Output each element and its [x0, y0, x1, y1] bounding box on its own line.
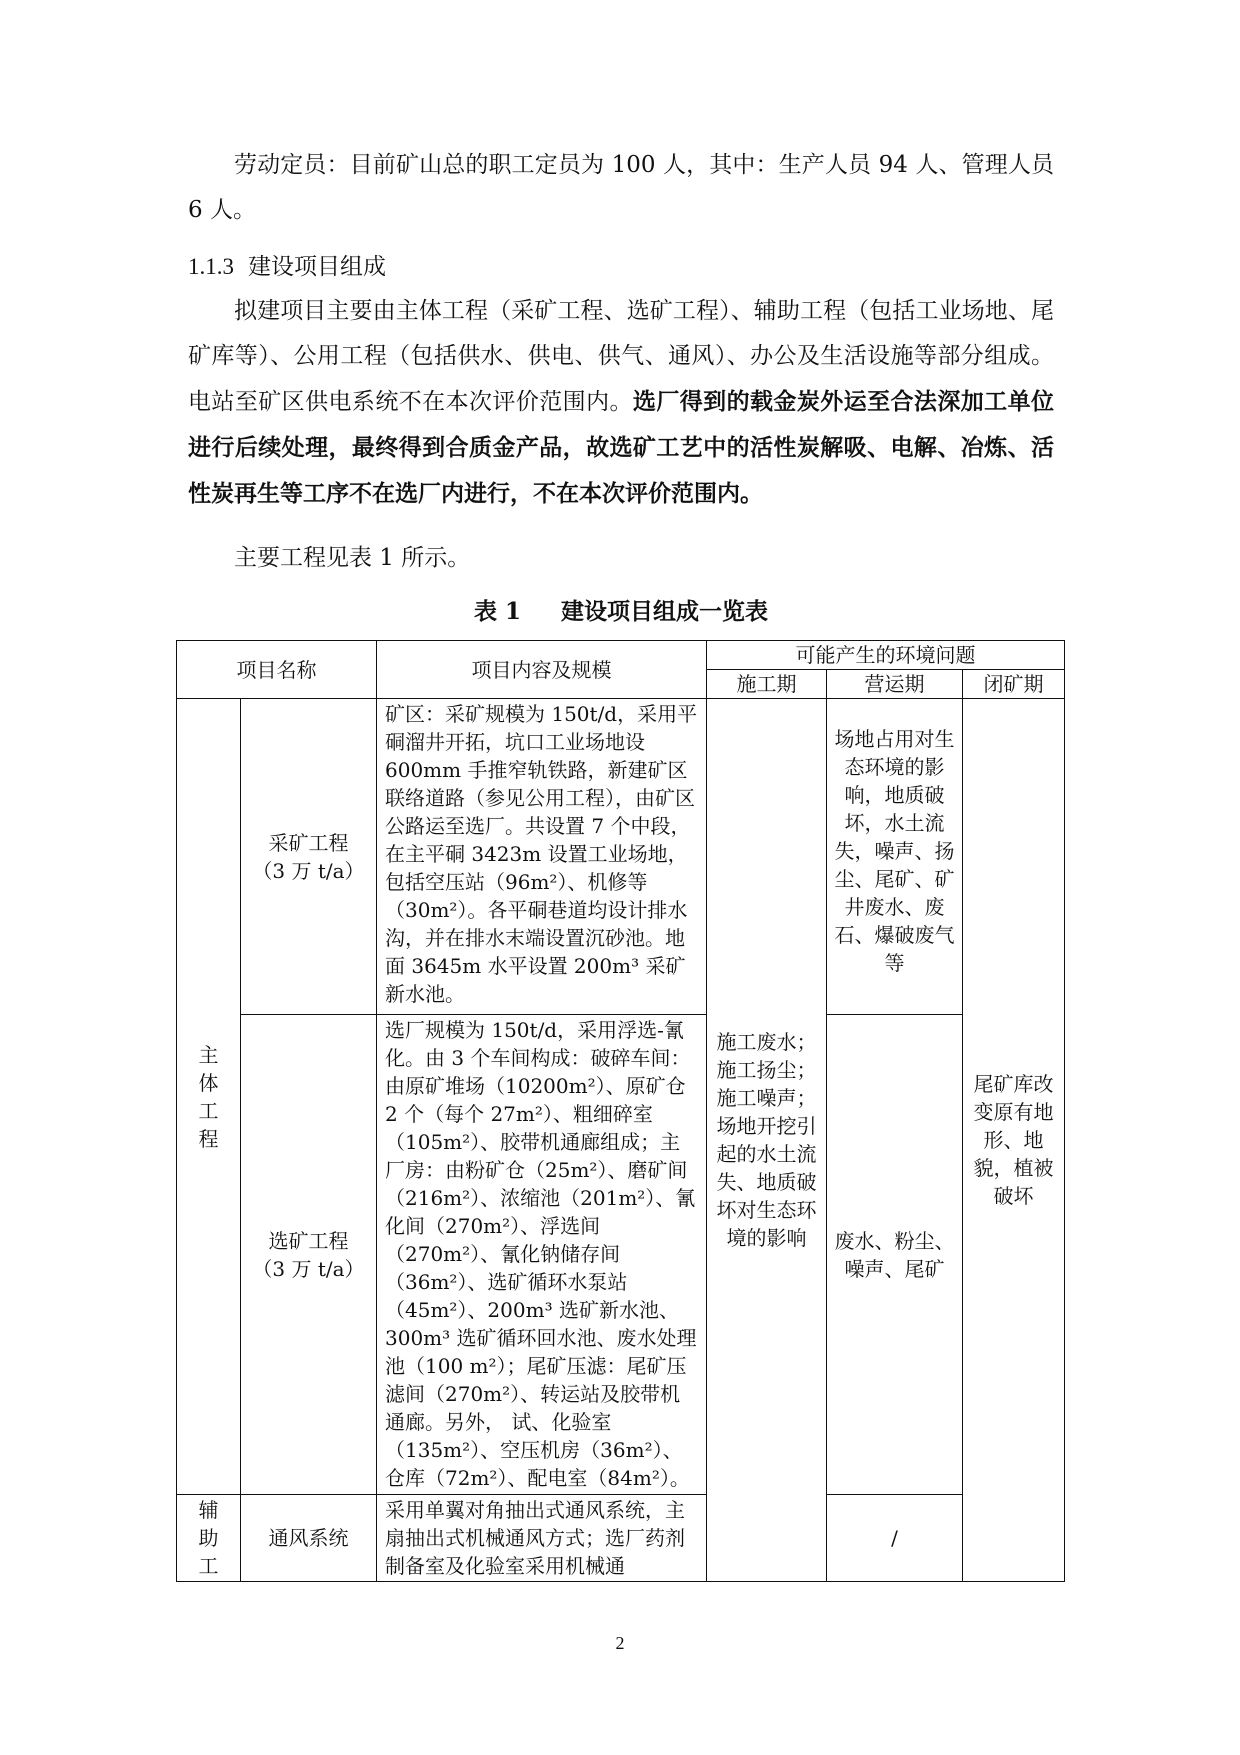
table-reference-paragraph: 主要工程见表 1 所示。 — [234, 545, 471, 571]
closure-period-issues: 尾矿库改变原有地形、地貌，植被破坏 — [963, 699, 1065, 1582]
project-composition-table — [176, 640, 1065, 1582]
mining-operation-issues: 场地占用对生态环境的影响，地质破坏，水土流失，噪声、扬尘、尾矿、矿井废水、废石、爆破废气等 — [827, 699, 963, 1015]
dressing-name: 选矿工程 （3 万 t/a） — [241, 1015, 377, 1495]
header-row-1 — [177, 641, 1065, 670]
composition-text: 拟建项目主要由主体工程（采矿工程、选矿工程）、辅助工程（包括工业场地、尾矿库等）、公用工程（包括供水、供电、供气、通风）、办公及生活设施等部分组成。电站至矿区供电系统不在本次评价范围内。 — [188, 298, 1054, 415]
mining-name: 采矿工程 （3 万 t/a） — [241, 699, 377, 1015]
group-aux-engineering: 辅 助 工 — [177, 1495, 241, 1582]
section-heading — [188, 244, 386, 290]
section-number: 1.1.3 — [188, 254, 234, 279]
ventilation-content: 采用单翼对角抽出式通风系统，主扇抽出式机械通风方式；选厂药剂制备室及化验室采用机械通 — [377, 1495, 707, 1582]
composition-paragraph — [188, 289, 1054, 517]
table-row-ventilation — [177, 1495, 1065, 1582]
header-project-name: 项目名称 — [177, 641, 377, 699]
dressing-operation-issues: 废水、粉尘、噪声、尾矿 — [827, 1015, 963, 1495]
page-number: 2 — [615, 1633, 625, 1653]
header-env-issues: 可能产生的环境问题 — [707, 641, 1065, 670]
construction-period-issues: 施工废水；施工扬尘；施工噪声；场地开挖引起的水土流失、地质破坏对生态环境的影响 — [707, 699, 827, 1582]
section-title: 建设项目组成 — [248, 254, 386, 280]
table-caption — [176, 597, 1066, 627]
composition-bold-text: 选厂得到的载金炭外运至合法深加工单位进行后续处理，最终得到合质金产品，故选矿工艺中的活性炭解吸、电解、冶炼、活性炭再生等工序不在选厂内进行，不在本次评价范围内。 — [188, 388, 1055, 507]
ventilation-operation-issues: / — [827, 1495, 963, 1582]
header-project-content: 项目内容及规模 — [377, 641, 707, 699]
table-row-dressing — [177, 1015, 1065, 1495]
table-caption-number: 表 1 — [473, 598, 521, 625]
table-caption-title: 建设项目组成一览表 — [561, 598, 768, 625]
header-operation: 营运期 — [827, 670, 963, 699]
table-row-mining — [177, 699, 1065, 1015]
staffing-paragraph: 劳动定员：目前矿山总的职工定员为 100 人，其中：生产人员 94 人、管理人员 6 人。 — [188, 152, 1054, 223]
dressing-content: 选厂规模为 150t/d，采用浮选-氰化。由 3 个车间构成：破碎车间：由原矿堆场（10200m²）、原矿仓 2 个（每个 27m²）、粗细碎室（105m²）、胶带机通廊组成；主厂房：由粉矿仓（25m²）、磨矿间（216m²）、浓缩池（201m²）、氰化间（270m²）、浮选间（270m²）、氰化钠储存间（36m²）、选矿循环水泵站（45m²）、200m³ 选矿新水池、300m³ 选矿循环回水池、废水处理池（100 m²）；尾矿压滤：尾矿压滤间（270m²）、转运站及胶带机通廊。另外， 试、化验室（135m²）、空压机房（36m²）、仓库（72m²）、配电室（84m²）。 — [377, 1015, 707, 1495]
header-closure: 闭矿期 — [963, 670, 1065, 699]
mining-content: 矿区：采矿规模为 150t/d，采用平硐溜井开拓，坑口工业场地设 600mm 手推窄轨铁路，新建矿区联络道路（参见公用工程），由矿区公路运至选厂。共设置 7 个中段，在主平硐 3423m 设置工业场地，包括空压站（96m²）、机修等（30m²）。各平硐巷道均设计排水沟，并在排水末端设置沉砂池。地面 3645m 水平设置 200m³ 采矿新水池。 — [377, 699, 707, 1015]
header-construction: 施工期 — [707, 670, 827, 699]
ventilation-name: 通风系统 — [241, 1495, 377, 1582]
group-main-engineering: 主 体 工 程 — [177, 699, 241, 1495]
